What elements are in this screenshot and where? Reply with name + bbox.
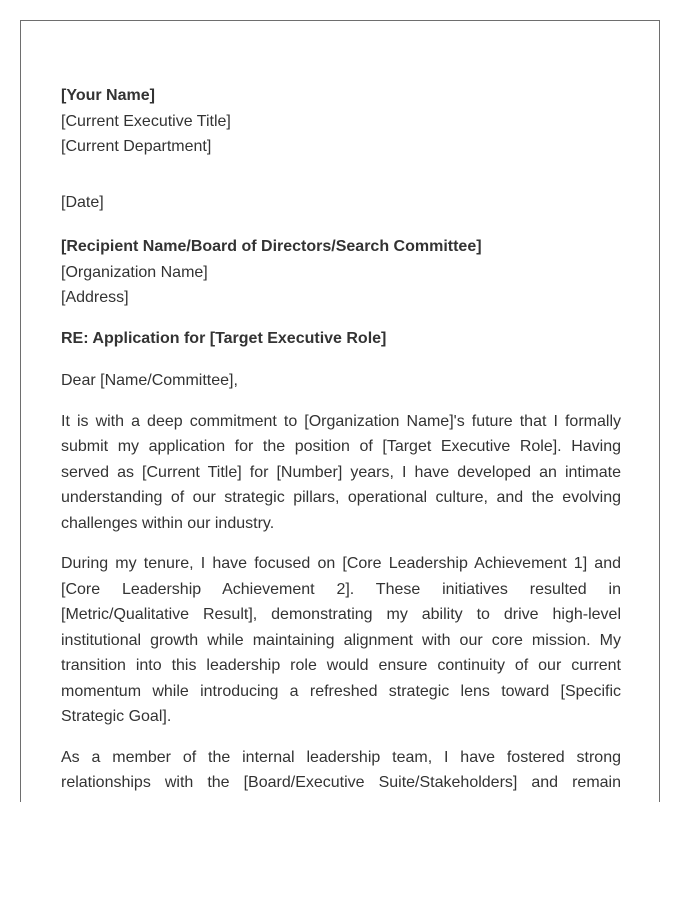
recipient-organization: [Organization Name] (61, 263, 208, 281)
paragraph-achievements: During my tenure, I have focused on [Core Leadership Achievement 1] and [Core Leadership Achievement 2]. These initiatives resulted in [Metric/Qualitative Result], demonstrating my ability to drive high-level institutional growth while maintaining alignment with our core mission. My transition into this leadership role would ensure continuity of our current momentum while introducing a refreshed strategic lens toward [Specific Strategic Goal]. (61, 555, 621, 725)
subject-line: RE: Application for [Target Executive Role] (61, 329, 387, 347)
salutation: Dear [Name/Committee], (61, 372, 238, 389)
paragraph-intro: It is with a deep commitment to [Organization Name]'s future that I formally submit my application for the position of [Target Executive Role]. Having served as [Current Title] for [Number] years, I have developed an intimate understanding of our strategic pillars, operational culture, and the evolving challenges within our industry. (61, 412, 621, 532)
sender-title: [Current Executive Title] (61, 112, 231, 130)
paragraph-relationships: As a member of the internal leadership team, I have fostered strong relationships with the [Board/Executive Suite/Stakeholders] and remain (61, 748, 621, 791)
sender-department: [Current Department] (61, 138, 212, 155)
recipient-name: [Recipient Name/Board of Directors/Search Committee] (61, 238, 482, 255)
recipient-block (61, 234, 621, 311)
sender-block (61, 83, 621, 160)
letter-page (20, 20, 660, 802)
letter-body (61, 83, 621, 796)
letter-date: [Date] (61, 193, 104, 211)
sender-name: [Your Name] (61, 87, 155, 104)
recipient-address: [Address] (61, 289, 129, 306)
